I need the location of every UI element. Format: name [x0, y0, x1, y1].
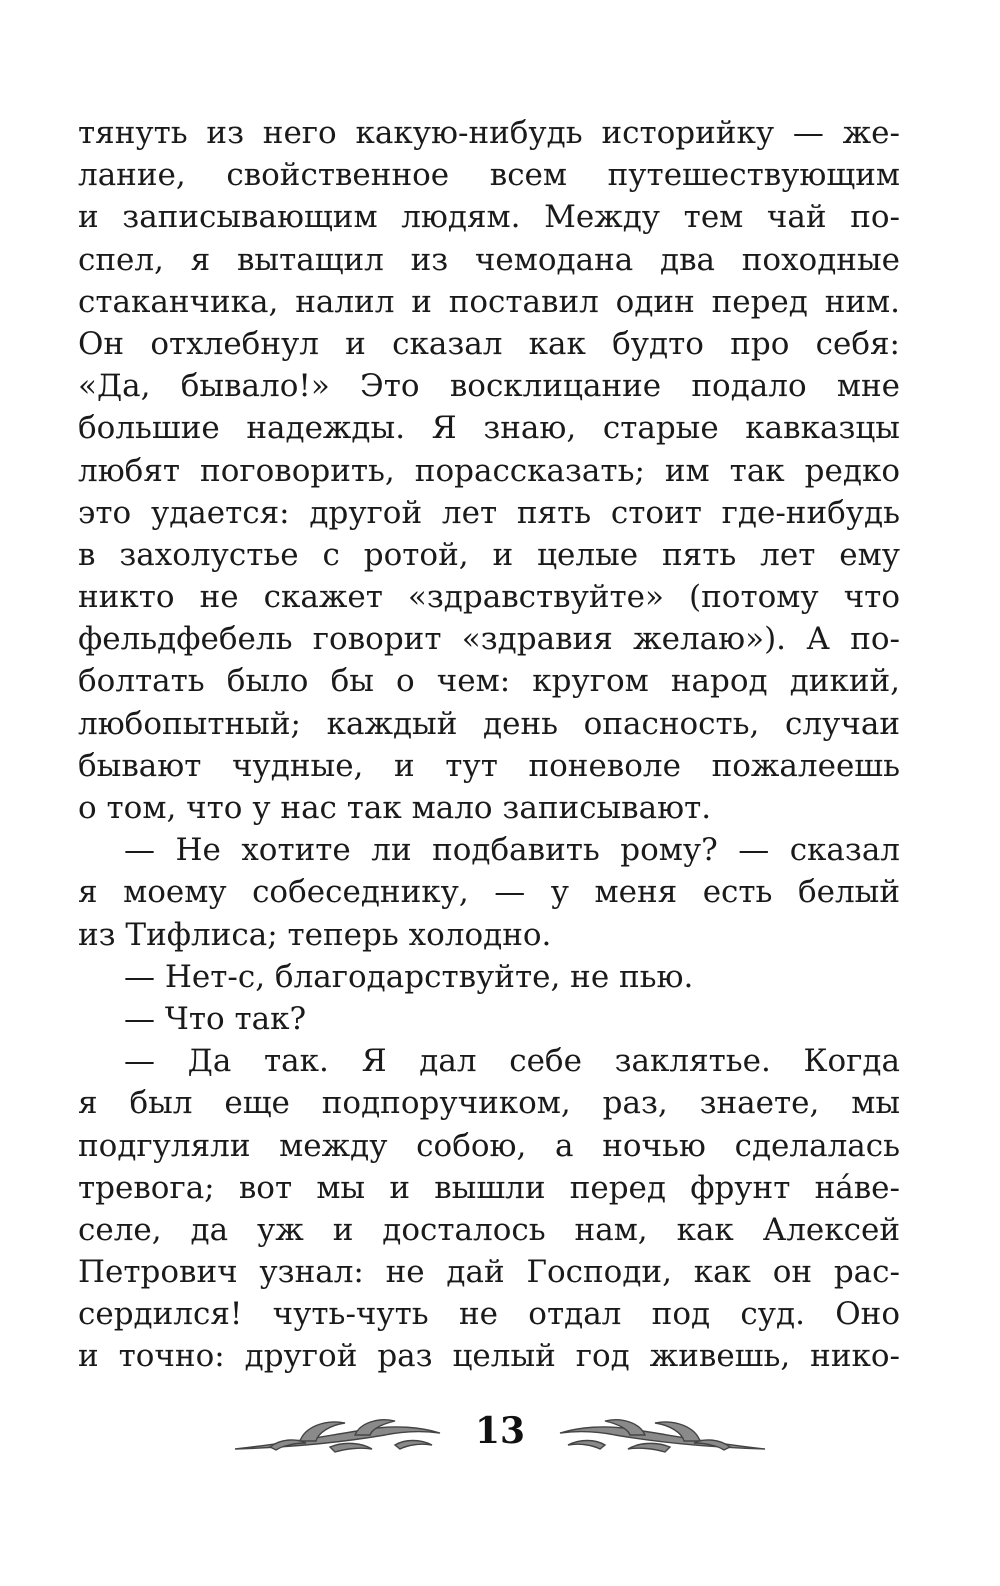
text-line: — Не хотите ли подбавить рому? — сказал: [124, 832, 900, 869]
text-line: из Тифлиса; теперь холодно.: [78, 916, 552, 953]
text-line: о том, что у нас так мало записывают.: [78, 790, 712, 826]
text-line: бывают чудные, и тут поневоле пожалеешь: [78, 747, 900, 784]
text-line: селе, да уж и досталось нам, как Алексей: [78, 1211, 900, 1248]
text-line: это удается: другой лет пять стоит где-нибудь: [78, 494, 900, 531]
text-line: Петрович узнал: не дай Господи, как он рас-: [78, 1254, 900, 1291]
text-line: тревога; вот мы и вышли перед фрунт на́ве-: [78, 1169, 900, 1206]
text-line: — Нет-с, благодарствуйте, не пью.: [124, 958, 694, 995]
text-line: тянуть из него какую-нибудь историйку — же-: [78, 115, 900, 151]
text-line: сердился! чуть-чуть не отдал под суд. Оно: [78, 1296, 900, 1333]
text-line: болтать было бы о чем: кругом народ дикий,: [78, 663, 900, 700]
text-line: стаканчика, налил и поставил один перед ним.: [78, 283, 900, 320]
text-line: и точно: другой раз целый год живешь, нико-: [78, 1338, 900, 1375]
text-line: — Да так. Я дал себе заклятье. Когда: [124, 1043, 900, 1080]
text-line: любопытный; каждый день опасность, случаи: [78, 705, 900, 742]
page-number: 13: [474, 1410, 526, 1452]
text-line: спел, я вытащил из чемодана два походные: [78, 241, 900, 278]
text-line: я был еще подпоручиком, раз, знаете, мы: [78, 1085, 900, 1122]
text-line: никто не скажет «здравствуйте» (потому что: [78, 579, 900, 616]
text-line: и записывающим людям. Между тем чай по-: [78, 199, 900, 236]
text-line: фельдфебель говорит «здравия желаю»). А по-: [78, 621, 900, 658]
body-text: [78, 112, 900, 1378]
page-footer: [0, 1405, 1000, 1465]
text-line: — Что так?: [124, 1000, 307, 1037]
text-line: подгуляли между собою, а ночью сделалась: [78, 1127, 900, 1164]
text-line: в захолустье с ротой, и целые пять лет ему: [78, 536, 900, 573]
text-line: Он отхлебнул и сказал как будто про себя:: [78, 325, 900, 362]
text-line: «Да, бывало!» Это восклицание подало мне: [78, 368, 900, 405]
text-line: я моему собеседнику, — у меня есть белый: [78, 874, 900, 911]
text-line: большие надежды. Я знаю, старые кавказцы: [78, 410, 900, 447]
text-line: любят поговорить, порассказать; им так редко: [78, 452, 900, 489]
text-line: лание, свойственное всем путешествующим: [78, 157, 900, 194]
